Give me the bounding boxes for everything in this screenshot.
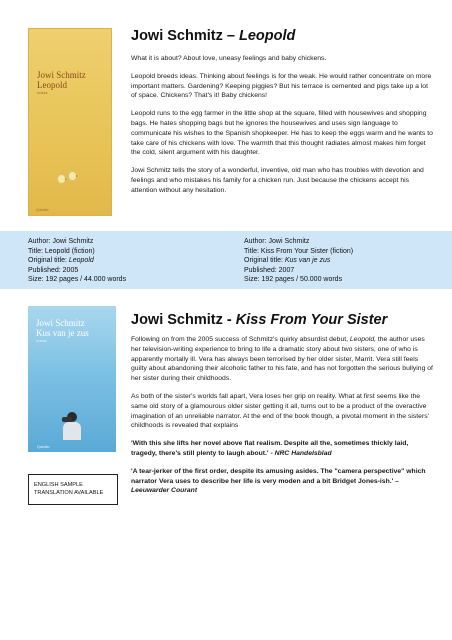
paragraph: Leopold runs to the egg farmer in the little shop at the square, filled with housewives and shopping bags. He hates shopping bags but he ignores the housewives and uses sign language to communicate his wishes to the Spanish shopkeeper. He has to keep the eggs warm and he wants to take care of his chickens with love. The warmth that this thought radiates almost makes him forget the cold, silent argument with his daughter. (131, 110, 433, 157)
heading-dash: - (226, 312, 232, 328)
book-info-band (0, 231, 452, 289)
info-author: Author: Jowi Schmitz (244, 238, 310, 245)
review-quote: 'A tear-jerker of the first order, despite its amusing asides. The "camera perspective" which narrator Vera uses to describe her life is very moden and a bit Bridget Jones-ish.' – Leeuwarder Courant (131, 467, 426, 495)
book2-description (131, 335, 435, 504)
review-source: Leeuwarder Courant (131, 487, 198, 495)
debut-title: Leopold, (349, 336, 376, 343)
review-source: NRC Handelsblad (274, 449, 332, 457)
info-published: Published: 2007 (244, 266, 295, 274)
paragraph: Leopold breeds ideas. Thinking about feelings is for the weak. He would rather concentrate on more important matters. Gardening? Keeping piggies? But his terrace is cemented and pigs take up a lot of space. Chickens? That's it! Baby chickens! (131, 72, 432, 100)
cover-title-block (37, 70, 86, 95)
binoculars-girl-icon (58, 412, 86, 440)
info-size: Size: 192 pages / 50.000 words (244, 276, 343, 284)
paragraph: As both of the sister's worlds fall apart, Vera loses her grip on reality. What at first seems like the same old story of a glamourous older sister getting it all, turns out to be a product of the overactive imagination of an unreliable narrator. At the end of the book though, a pivotal moment in the sisters' childhoods is revealed that explains (131, 392, 429, 430)
paragraph: What it is about? About love, uneasy feelings and baby chickens. (131, 55, 327, 62)
cover-publisher: Querido (36, 208, 49, 212)
heading-title: Leopold (239, 28, 296, 44)
info-title: Title: Kiss From Your Sister (fiction) (244, 247, 354, 255)
info-published: Published: 2005 (28, 266, 79, 274)
book1-description (131, 54, 435, 204)
info-author: Author: Jowi Schmitz (28, 238, 94, 245)
cover-genre: roman (36, 339, 47, 343)
paragraph: Jowi Schmitz tells the story of a wonderful, inventive, old man who has troubles with devotion and feelings and who mistakes his family for a chicken run. Just because the chickens accept his attention without any hesitation. (131, 167, 424, 194)
info-title: Title: Leopold (fiction) (28, 247, 95, 255)
cover-genre: roman (37, 91, 48, 95)
chick-icon (69, 172, 76, 180)
cover-book-title: Kus van je zus (36, 328, 89, 338)
book2-heading (131, 312, 387, 328)
heading-author: Jowi Schmitz (131, 312, 223, 328)
paragraph: Following on from the 2005 success of Schmitz's quirky absurdist debut, Leopold, the author uses her television-writing experience to bring to life a dramatic story about two sisters, one of who is apparently mortally ill. Vera has always been terrorised by her older sister, Marrit. Vera still feels guilty about abandoning their alcoholic father to his fate, and has not forgotten the serious bullying of her sister during their childhoods. (131, 336, 433, 383)
info-size: Size: 192 pages / 44.000 words (28, 276, 127, 284)
info-original-title: Original title: Kus van je zus (244, 257, 331, 265)
heading-author: Jowi Schmitz (131, 28, 223, 44)
info-original-title: Original title: Leopold (28, 257, 94, 265)
cover-author: Jowi Schmitz (36, 318, 85, 328)
sample-line: ENGLISH SAMPLE (34, 482, 83, 488)
book2-info (244, 237, 353, 285)
cover-book-title: Leopold (37, 80, 67, 90)
review-quote: 'With this she lifts her novel above flat realism. Despite all the, sometimes thickly laid, tragedy, there's still plenty to laugh about.' - NRC Handelsblad (131, 440, 409, 457)
book-cover-kus-van-je-zus (28, 306, 116, 452)
sample-translation-box (28, 474, 118, 505)
book-cover-leopold (28, 28, 112, 216)
cover-author: Jowi Schmitz (37, 70, 86, 80)
chick-icon (58, 175, 65, 183)
cover-publisher: Querido (37, 445, 50, 449)
book1-info (28, 237, 126, 285)
book1-heading (131, 28, 295, 44)
cover-title-block (36, 318, 89, 343)
heading-dash: – (226, 28, 235, 44)
sample-line: TRANSLATION AVAILABLE (34, 490, 104, 496)
heading-title: Kiss From Your Sister (235, 312, 388, 328)
